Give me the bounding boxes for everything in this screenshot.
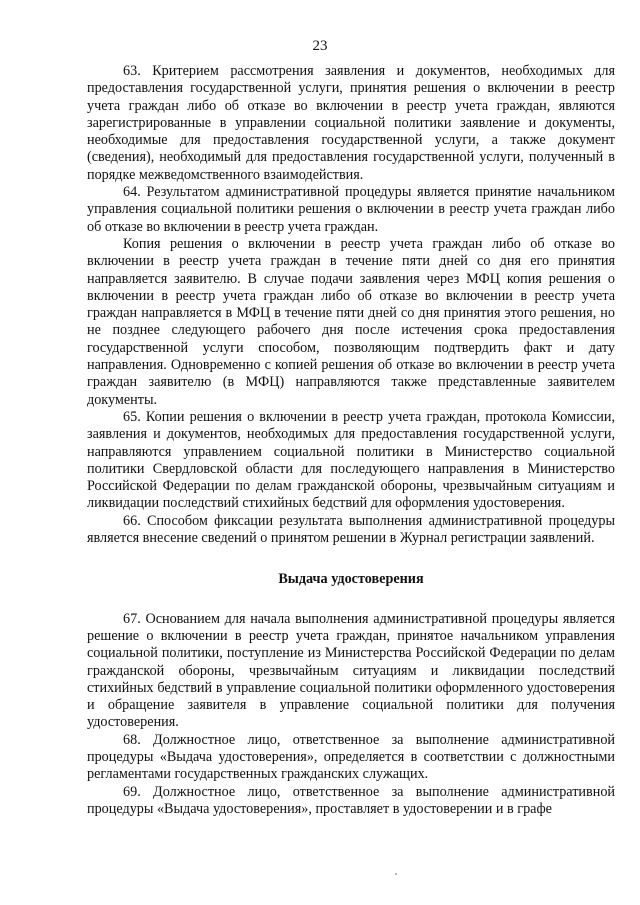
paragraph-64: 64. Результатом административной процедуры является принятие начальником управления социальной политики решения о включении в реестр учета граждан либо об отказе во включении в реестр учета граждан. (87, 184, 615, 235)
scan-artifact-dot (395, 873, 397, 875)
paragraph-64-copy-decision: Копия решения о включении в реестр учета граждан либо об отказе во включении в реестр учета граждан в течение пяти дней со дня его принятия направляется заявителю. В случае подачи заявления через МФЦ копия решения о включении в реестр учета граждан либо об отказе во включении в реестр учета граждан направляется в МФЦ в течение пяти дней со дня принятия этого решения, но не позднее следующего рабочего дня после истечения срока предоставления государственной услуги способом, позволяющим подтвердить факт и дату направления. Одновременно с копией решения об отказе во включении в реестр учета граждан заявителю (в МФЦ) направляются также представленные заявителем документы. (87, 235, 615, 408)
paragraph-68: 68. Должностное лицо, ответственное за выполнение административной процедуры «Выдача удостоверения», определяется в соответствии с должностными регламентами государственных гражданских служащих. (87, 731, 615, 783)
paragraph-69: 69. Должностное лицо, ответственное за выполнение административной процедуры «Выдача удостоверения», проставляет в удостоверении и в графе (87, 783, 615, 817)
paragraph-65: 65. Копии решения о включении в реестр учета граждан, протокола Комиссии, заявления и документов, необходимых для предоставления государственной услуги, направляются управлением социальной политики в Министерство социальной политики Свердловской области для последующего направления в Министерство Российской Федерации по делам гражданской обороны, чрезвычайным ситуациям и ликвидации последствий стихийных бедствий для оформления удостоверения. (87, 408, 615, 512)
paragraph-63: 63. Критерием рассмотрения заявления и документов, необходимых для предоставления государственной услуги, принятия решения о включении в реестр учета граждан либо об отказе во включении в реестр учета граждан, являются зарегистрированные в управлении социальной политики заявление и документы, необходимые для предоставления государственной услуги, а также документ (сведения), необходимый для предоставления государственной услуги, полученный в порядке межведомственного взаимодействия. (87, 63, 615, 183)
document-body (87, 63, 615, 818)
paragraph-66: 66. Способом фиксации результата выполнения административной процедуры является внесение сведений о принятом решении в Журнал регистрации заявлений. (87, 512, 615, 547)
paragraph-67: 67. Основанием для начала выполнения административной процедуры является решение о включении в реестр учета граждан, принятое начальником управления социальной политики, поступление из Министерства Российской Федерации по делам гражданской обороны, чрезвычайным ситуациям и ликвидации последствий стихийных бедствий в управление социальной политики оформленного удостоверения и обращение заявителя в управление социальной политики для получения удостоверения. (87, 610, 615, 731)
section-heading-issuance: Выдача удостоверения (278, 571, 424, 588)
page-number: 23 (312, 38, 328, 54)
